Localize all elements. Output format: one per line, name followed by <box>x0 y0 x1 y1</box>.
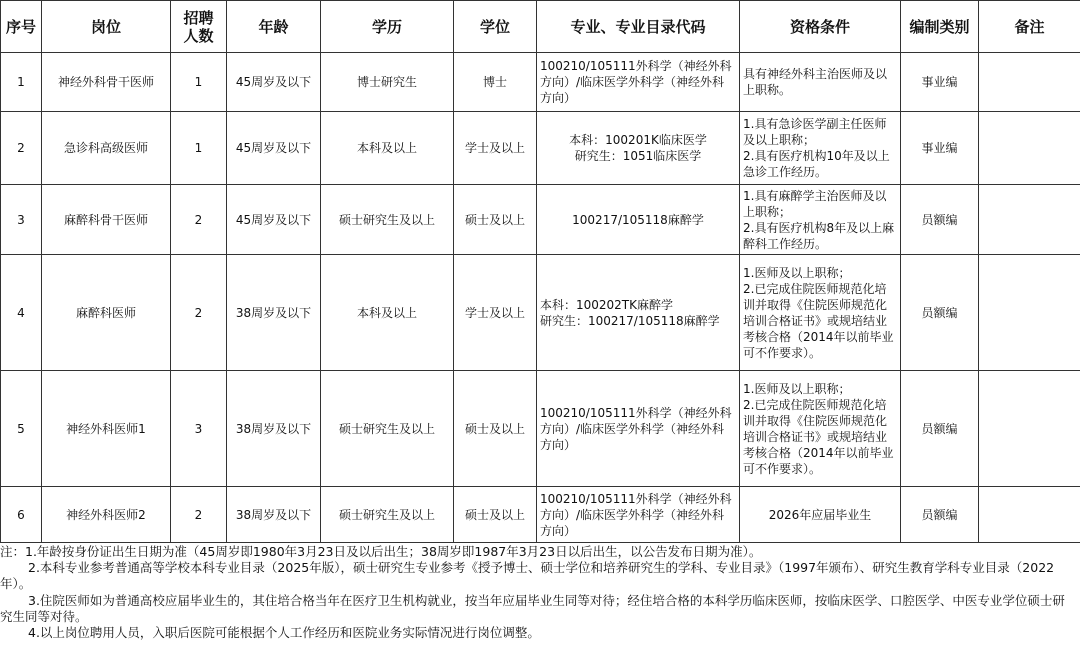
table-row <box>1 53 1080 112</box>
cell-count: 1 <box>171 53 227 112</box>
cell-qualification: 1.医师及以上职称； 2.已完成住院医师规范化培训并取得《住院医师规范化培训合格证书》或规培结业考核合格（2014年以前毕业可不作要求）。 <box>740 371 901 487</box>
cell-age: 45周岁及以下 <box>227 53 321 112</box>
header-no: 序号 <box>1 1 42 53</box>
cell-qualification: 1.具有麻醉学主治医师及以上职称； 2.具有医疗机构8年及以上麻醉科工作经历。 <box>740 185 901 255</box>
cell-position: 神经外科医师2 <box>42 487 171 543</box>
cell-position: 急诊科高级医师 <box>42 112 171 185</box>
header-position: 岗位 <box>42 1 171 53</box>
cell-position: 麻醉科骨干医师 <box>42 185 171 255</box>
header-count: 招聘人数 <box>171 1 227 53</box>
cell-count: 2 <box>171 487 227 543</box>
cell-count: 2 <box>171 255 227 371</box>
cell-position: 麻醉科医师 <box>42 255 171 371</box>
cell-staffing: 员额编 <box>901 185 979 255</box>
cell-major: 100210/105111外科学（神经外科方向）/临床医学外科学（神经外科方向） <box>537 487 740 543</box>
cell-remark <box>979 112 1080 185</box>
cell-remark <box>979 185 1080 255</box>
cell-age: 45周岁及以下 <box>227 112 321 185</box>
header-degree: 学位 <box>454 1 537 53</box>
table-row <box>1 255 1080 371</box>
cell-remark <box>979 487 1080 543</box>
cell-qualification: 1.具有急诊医学副主任医师及以上职称； 2.具有医疗机构10年及以上急诊工作经历。 <box>740 112 901 185</box>
footnote-3: 3.住院医师如为普通高校应届毕业生的，其住培合格当年在医疗卫生机构就业，按当年应届毕业生同等对待；经住培合格的本科学历临床医师，按临床医学、口腔医学、中医专业学位硕士研究生同等对待。 <box>0 592 1065 624</box>
cell-degree: 博士 <box>454 53 537 112</box>
cell-no: 6 <box>1 487 42 543</box>
header-remark: 备注 <box>979 1 1080 53</box>
cell-position: 神经外科医师1 <box>42 371 171 487</box>
cell-age: 45周岁及以下 <box>227 185 321 255</box>
cell-degree: 硕士及以上 <box>454 487 537 543</box>
cell-age: 38周岁及以下 <box>227 487 321 543</box>
cell-qualification: 具有神经外科主治医师及以上职称。 <box>740 53 901 112</box>
footnote-4: 4.以上岗位聘用人员，入职后医院可能根据个人工作经历和医院业务实际情况进行岗位调整。 <box>28 625 540 641</box>
cell-major: 本科：100201K临床医学 研究生：1051临床医学 <box>537 112 740 185</box>
footnotes <box>0 544 1076 641</box>
cell-degree: 硕士及以上 <box>454 185 537 255</box>
cell-no: 4 <box>1 255 42 371</box>
cell-major: 100210/105111外科学（神经外科方向）/临床医学外科学（神经外科方向） <box>537 53 740 112</box>
table-row <box>1 487 1080 543</box>
cell-no: 1 <box>1 53 42 112</box>
cell-staffing: 员额编 <box>901 255 979 371</box>
cell-age: 38周岁及以下 <box>227 255 321 371</box>
cell-no: 5 <box>1 371 42 487</box>
table-row <box>1 112 1080 185</box>
header-row <box>1 1 1080 53</box>
header-major: 专业、专业目录代码 <box>537 1 740 53</box>
cell-education: 硕士研究生及以上 <box>321 487 454 543</box>
cell-remark <box>979 255 1080 371</box>
table-row <box>1 371 1080 487</box>
cell-education: 硕士研究生及以上 <box>321 371 454 487</box>
cell-degree: 学士及以上 <box>454 255 537 371</box>
cell-major: 本科：100202TK麻醉学 研究生：100217/105118麻醉学 <box>537 255 740 371</box>
cell-education: 本科及以上 <box>321 255 454 371</box>
cell-major: 100210/105111外科学（神经外科方向）/临床医学外科学（神经外科方向） <box>537 371 740 487</box>
cell-staffing: 事业编 <box>901 112 979 185</box>
cell-education: 本科及以上 <box>321 112 454 185</box>
cell-degree: 硕士及以上 <box>454 371 537 487</box>
cell-education: 博士研究生 <box>321 53 454 112</box>
cell-no: 2 <box>1 112 42 185</box>
cell-count: 1 <box>171 112 227 185</box>
cell-position: 神经外科骨干医师 <box>42 53 171 112</box>
footnote-1: 注：1.年龄按身份证出生日期为准（45周岁即1980年3月23日及以后出生；38周岁即1987年3月23日以后出生，以公告发布日期为准）。 <box>0 544 762 559</box>
cell-qualification: 2026年应届毕业生 <box>740 487 901 543</box>
cell-staffing: 员额编 <box>901 371 979 487</box>
cell-age: 38周岁及以下 <box>227 371 321 487</box>
cell-count: 2 <box>171 185 227 255</box>
cell-no: 3 <box>1 185 42 255</box>
cell-degree: 学士及以上 <box>454 112 537 185</box>
header-education: 学历 <box>321 1 454 53</box>
cell-education: 硕士研究生及以上 <box>321 185 454 255</box>
cell-major: 100217/105118麻醉学 <box>537 185 740 255</box>
cell-qualification: 1.医师及以上职称； 2.已完成住院医师规范化培训并取得《住院医师规范化培训合格证书》或规培结业考核合格（2014年以前毕业可不作要求）。 <box>740 255 901 371</box>
header-qualification: 资格条件 <box>740 1 901 53</box>
header-age: 年龄 <box>227 1 321 53</box>
cell-remark <box>979 371 1080 487</box>
footnote-2: 2.本科专业参考普通高等学校本科专业目录（2025年版），硕士研究生专业参考《授予博士、硕士学位和培养研究生的学科、专业目录》（1997年颁布）、研究生教育学科专业目录（2022年）。 <box>0 560 1055 592</box>
cell-staffing: 事业编 <box>901 53 979 112</box>
header-staffing: 编制类别 <box>901 1 979 53</box>
cell-staffing: 员额编 <box>901 487 979 543</box>
cell-count: 3 <box>171 371 227 487</box>
cell-remark <box>979 53 1080 112</box>
table-row <box>1 185 1080 255</box>
